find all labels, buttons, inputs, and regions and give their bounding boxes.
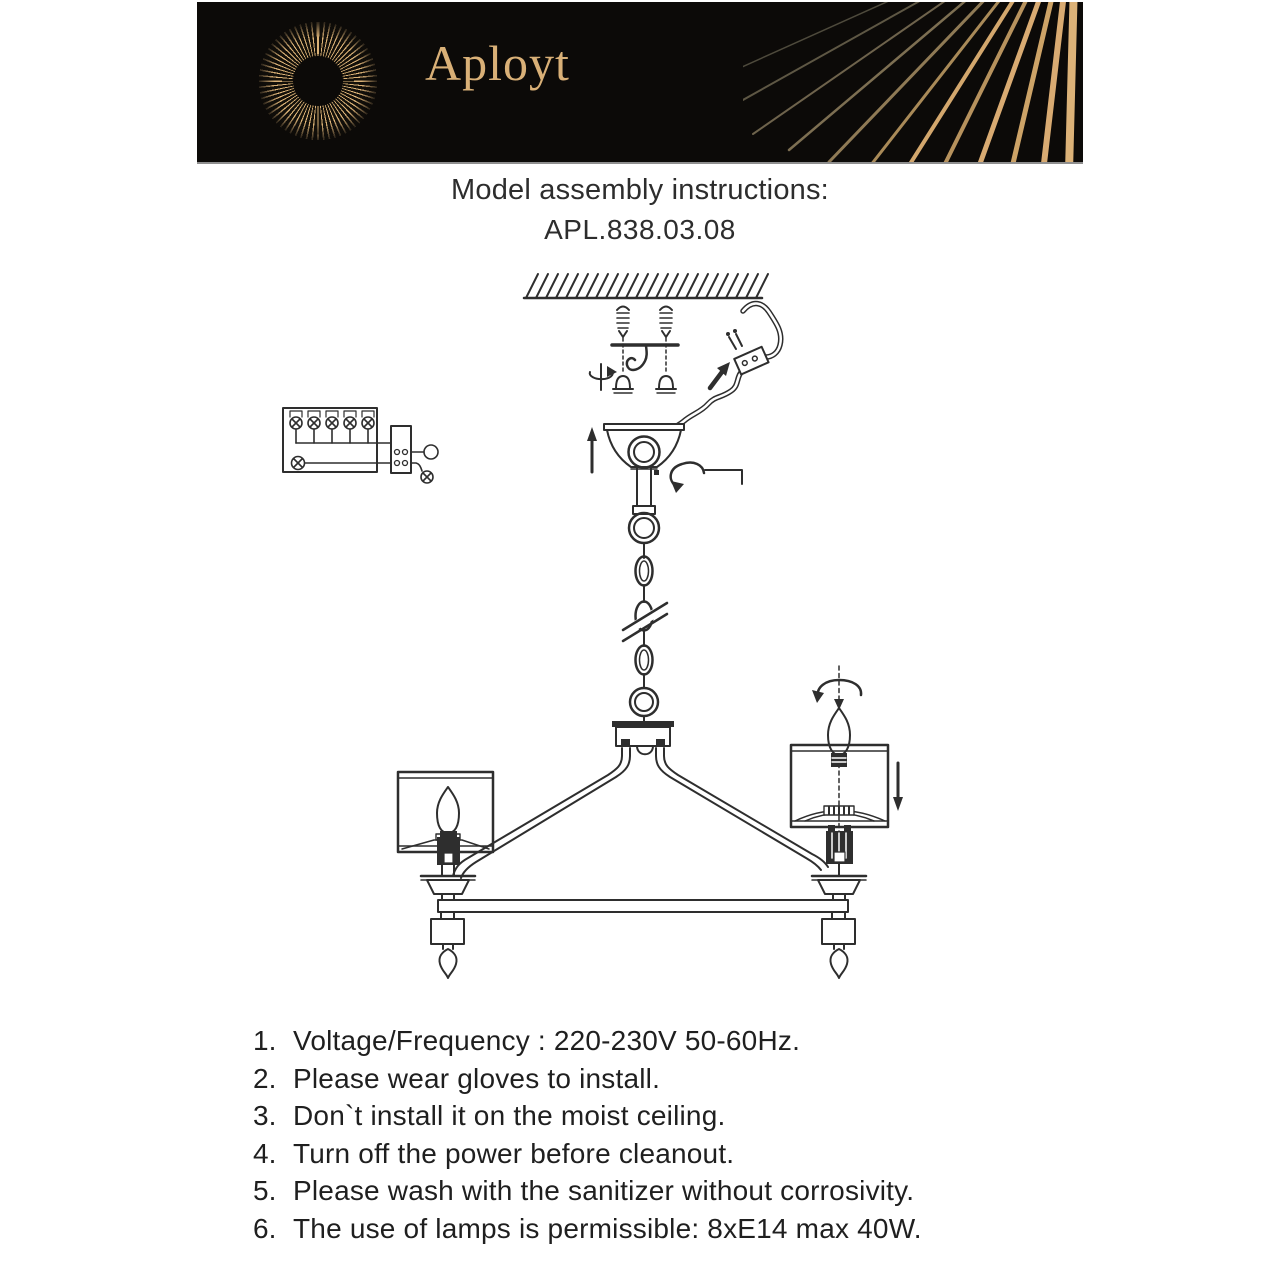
rotate-symbol-icon bbox=[590, 364, 617, 390]
instruction-item bbox=[253, 1174, 922, 1212]
brand-name: Aployt bbox=[425, 35, 570, 91]
ceiling-hatch bbox=[524, 274, 768, 298]
instruction-text: The use of lamps is permissible: 8xE14 max 40W. bbox=[293, 1212, 922, 1244]
instruction-number: 5. bbox=[253, 1175, 277, 1206]
ceiling-hook bbox=[627, 346, 647, 370]
arm-right bbox=[656, 748, 828, 870]
instruction-number: 4. bbox=[253, 1137, 277, 1169]
down-arrow-icon bbox=[893, 763, 903, 811]
instruction-number: 6. bbox=[253, 1212, 277, 1244]
frame-bar bbox=[438, 900, 848, 912]
instruction-number: 2. bbox=[253, 1062, 277, 1094]
instruction-number: 3. bbox=[253, 1100, 277, 1131]
bobeche-right bbox=[812, 876, 866, 900]
instruction-item bbox=[253, 1099, 922, 1137]
instruction-text: Please wear gloves to install. bbox=[293, 1062, 661, 1094]
instruction-text: Turn off the power before cleanout. bbox=[293, 1137, 735, 1169]
mounting-screw-left bbox=[613, 307, 633, 394]
bobeche-left bbox=[421, 876, 475, 900]
instruction-number: 1. bbox=[253, 1025, 277, 1056]
instruction-item bbox=[253, 1137, 922, 1175]
chain bbox=[622, 513, 668, 722]
terminal-block bbox=[734, 347, 768, 375]
socket-right bbox=[826, 825, 853, 876]
instruction-item bbox=[253, 1024, 922, 1062]
twist-arrow-icon bbox=[654, 463, 742, 493]
instruction-item bbox=[253, 1212, 922, 1250]
page-title: Model assembly instructions: bbox=[451, 174, 829, 206]
arm-left bbox=[453, 748, 630, 878]
instructions-list bbox=[253, 1024, 922, 1249]
finial-left bbox=[431, 912, 464, 978]
up-arrow-icon bbox=[587, 427, 597, 472]
wire-direction-arrow bbox=[710, 362, 730, 388]
mounting-screw-right bbox=[656, 307, 676, 394]
instruction-item bbox=[253, 1062, 922, 1100]
instruction-text: Please wash with the sanitizer without corrosivity. bbox=[293, 1175, 915, 1206]
instruction-text: Don`t install it on the moist ceiling. bbox=[293, 1100, 726, 1131]
instruction-text: Voltage/Frequency : 220-230V 50-60Hz. bbox=[293, 1025, 801, 1056]
model-code: APL.838.03.08 bbox=[544, 214, 736, 245]
socket-left bbox=[437, 837, 460, 876]
wiring-diagram bbox=[283, 408, 438, 483]
finial-right bbox=[822, 912, 855, 978]
bulb-left bbox=[437, 787, 459, 837]
